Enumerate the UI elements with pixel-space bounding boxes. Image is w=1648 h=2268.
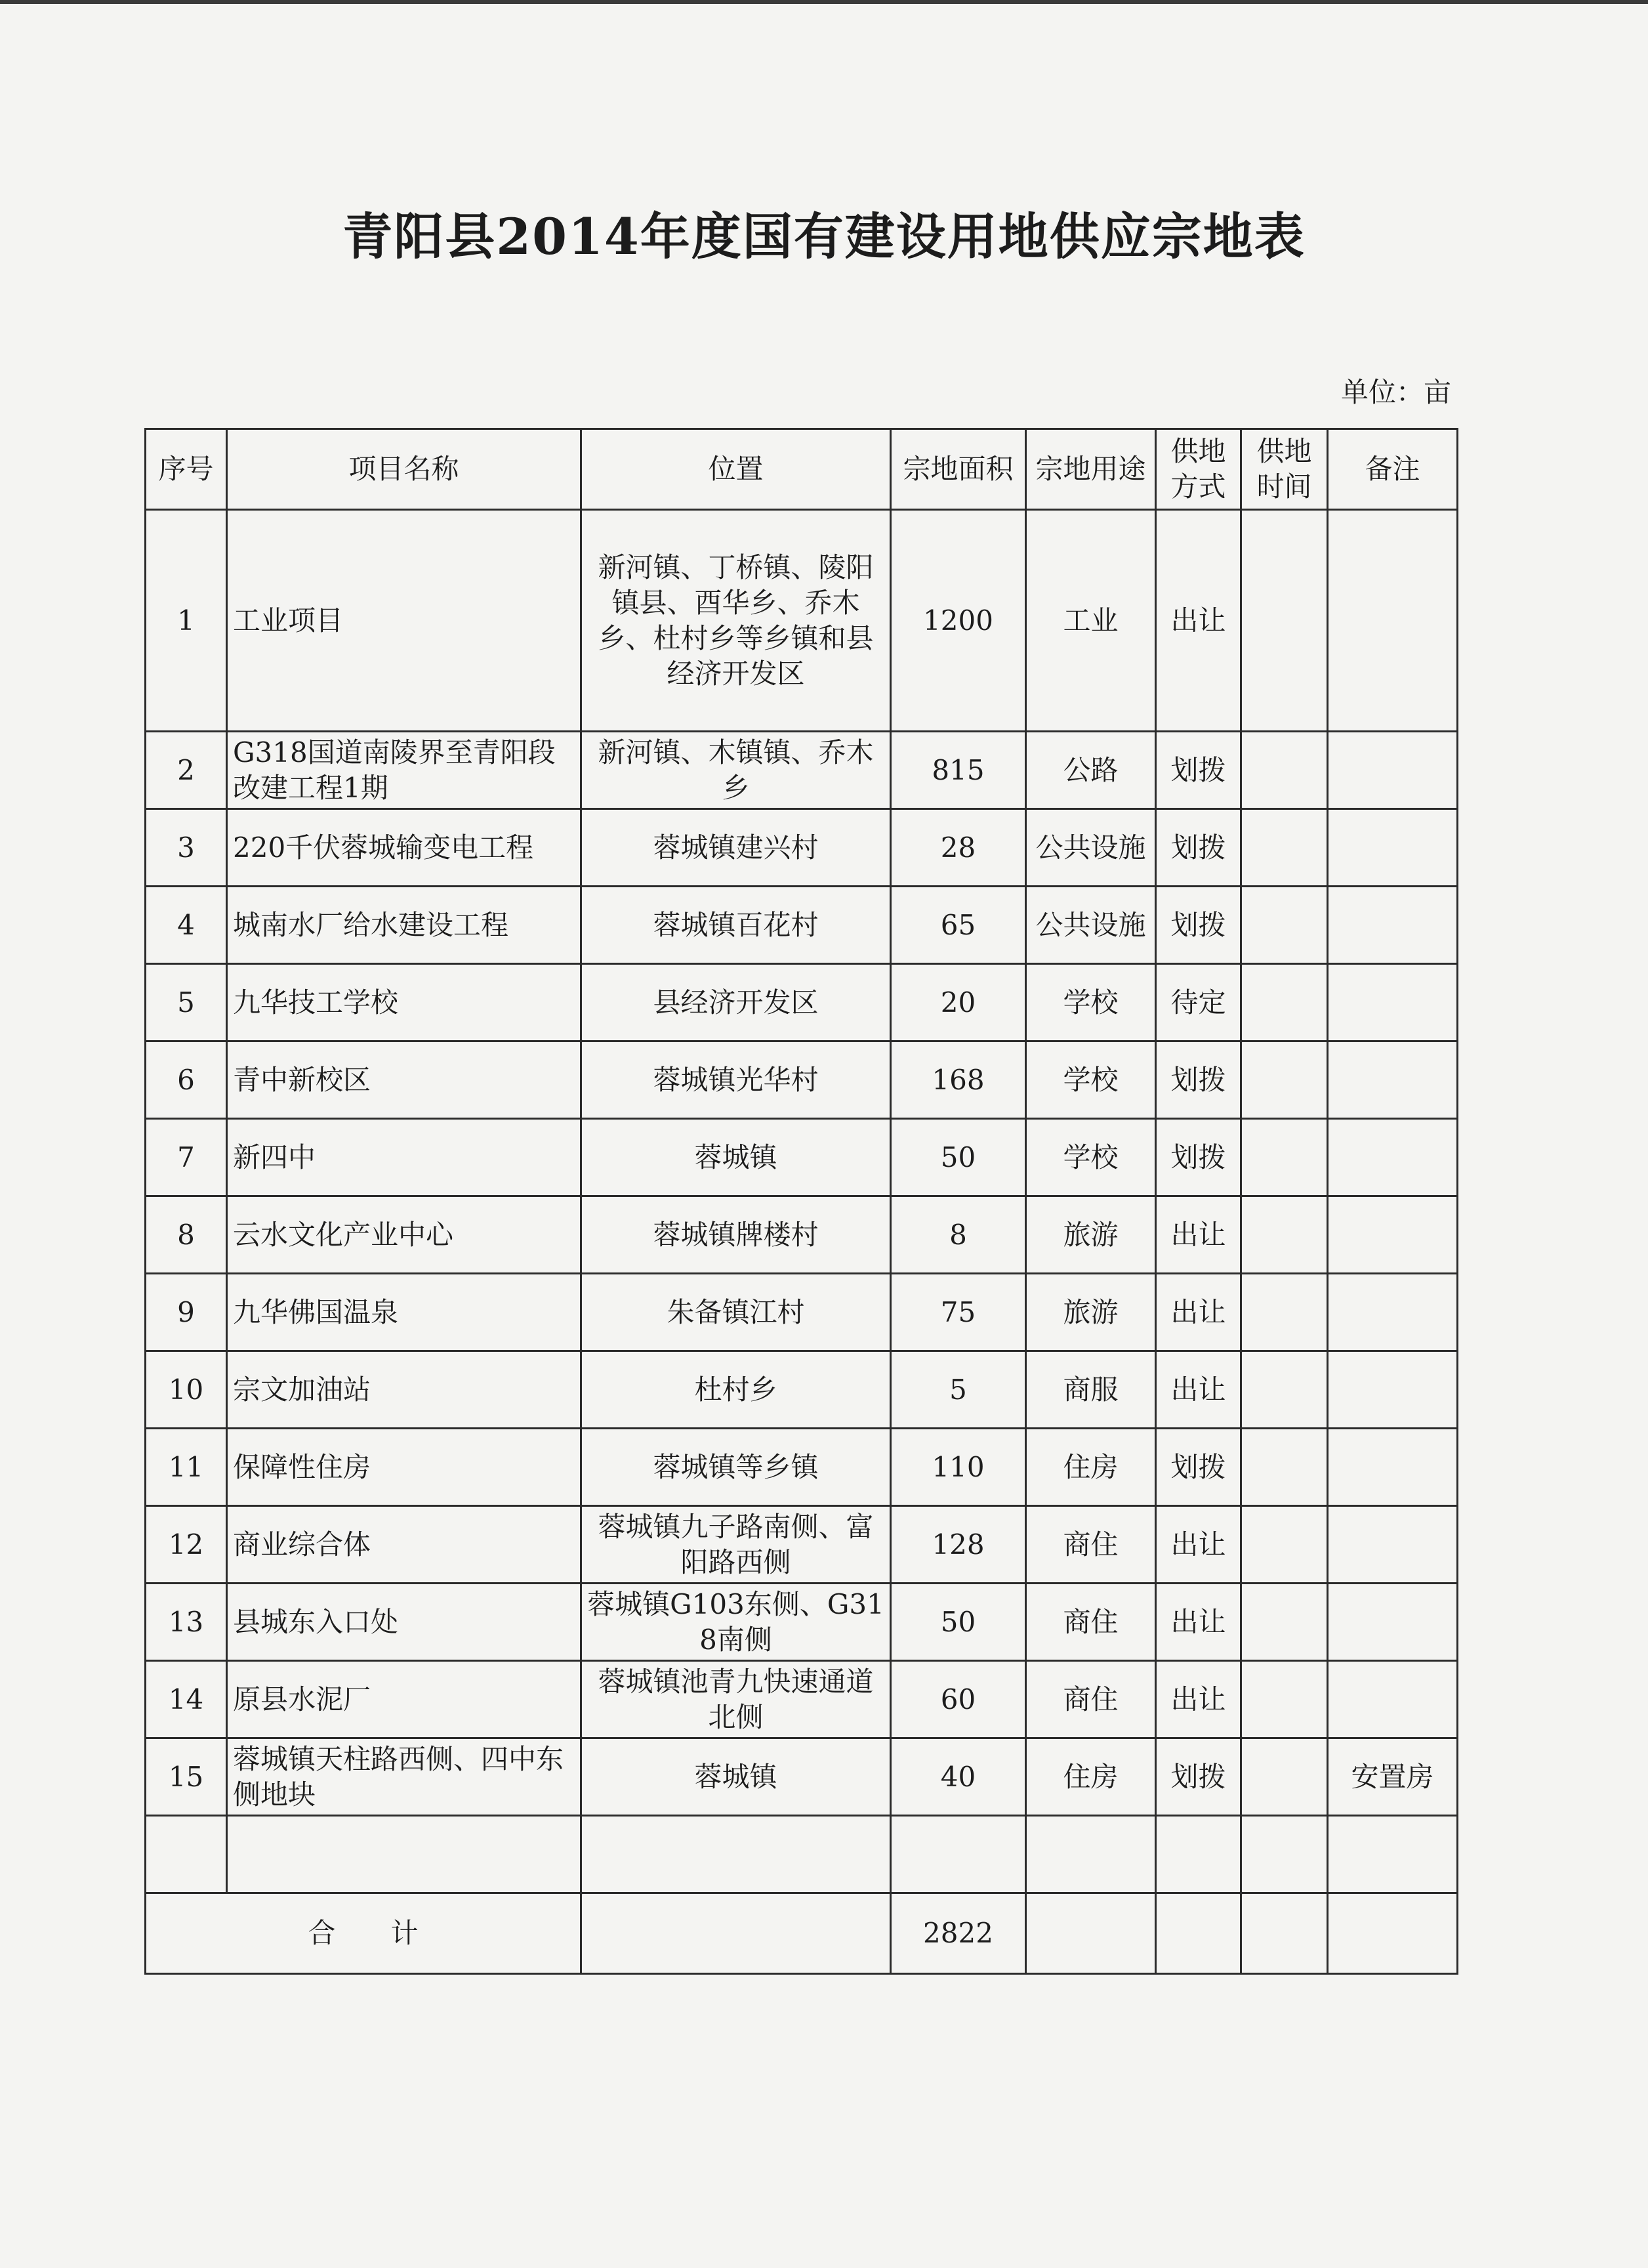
- cell-location: 蓉城镇: [581, 1119, 891, 1196]
- cell-area: 110: [891, 1429, 1026, 1506]
- table-total-row: [146, 1893, 1458, 1974]
- cell-time: [1241, 964, 1328, 1041]
- table-row: [146, 732, 1458, 809]
- cell-use: 旅游: [1026, 1196, 1156, 1274]
- cell-note: [1328, 1119, 1458, 1196]
- table-row: [146, 964, 1458, 1041]
- cell-location: 朱备镇江村: [581, 1274, 891, 1351]
- cell-note: [1328, 809, 1458, 887]
- table-row: [146, 1196, 1458, 1274]
- cell-name: 商业综合体: [227, 1506, 581, 1584]
- cell-time: [1241, 732, 1328, 809]
- cell-area: 28: [891, 809, 1026, 887]
- cell-empty: [227, 1816, 581, 1893]
- cell-empty: [1026, 1816, 1156, 1893]
- table-row: [146, 1506, 1458, 1584]
- cell-empty: [1241, 1816, 1328, 1893]
- cell-area: 168: [891, 1041, 1026, 1119]
- cell-use: 旅游: [1026, 1274, 1156, 1351]
- cell-area: 8: [891, 1196, 1026, 1274]
- cell-time: [1241, 1661, 1328, 1738]
- cell-no: 5: [146, 964, 227, 1041]
- cell-use: 商住: [1026, 1506, 1156, 1584]
- table-row: [146, 809, 1458, 887]
- table-row: [146, 1738, 1458, 1816]
- cell-time: [1241, 809, 1328, 887]
- cell-no: 6: [146, 1041, 227, 1119]
- cell-location: 蓉城镇牌楼村: [581, 1196, 891, 1274]
- cell-time: [1241, 1506, 1328, 1584]
- cell-time: [1241, 1738, 1328, 1816]
- cell-empty: [1156, 1893, 1241, 1974]
- cell-method: 划拨: [1156, 1119, 1241, 1196]
- cell-note: [1328, 1429, 1458, 1506]
- cell-note: [1328, 1584, 1458, 1661]
- cell-location: 县经济开发区: [581, 964, 891, 1041]
- cell-location: 蓉城镇九子路南侧、富阳路西侧: [581, 1506, 891, 1584]
- table-row: [146, 1429, 1458, 1506]
- cell-name: 原县水泥厂: [227, 1661, 581, 1738]
- cell-method: 划拨: [1156, 887, 1241, 964]
- cell-no: 12: [146, 1506, 227, 1584]
- cell-note: [1328, 1274, 1458, 1351]
- cell-area: 1200: [891, 510, 1026, 732]
- header-time: 供地时间: [1241, 429, 1328, 510]
- cell-empty: [1026, 1893, 1156, 1974]
- cell-note: [1328, 732, 1458, 809]
- cell-location: 蓉城镇池青九快速通道北侧: [581, 1661, 891, 1738]
- cell-name: 县城东入口处: [227, 1584, 581, 1661]
- table-row: [146, 1351, 1458, 1429]
- cell-location: 新河镇、丁桥镇、陵阳镇县、酉华乡、乔木乡、杜村乡等乡镇和县经济开发区: [581, 510, 891, 732]
- cell-note: [1328, 510, 1458, 732]
- cell-time: [1241, 1196, 1328, 1274]
- cell-note: 安置房: [1328, 1738, 1458, 1816]
- cell-note: [1328, 1351, 1458, 1429]
- cell-name: 城南水厂给水建设工程: [227, 887, 581, 964]
- cell-name: 青中新校区: [227, 1041, 581, 1119]
- cell-name: 220千伏蓉城输变电工程: [227, 809, 581, 887]
- cell-note: [1328, 1196, 1458, 1274]
- cell-empty: [581, 1816, 891, 1893]
- cell-location: 蓉城镇: [581, 1738, 891, 1816]
- cell-time: [1241, 1274, 1328, 1351]
- cell-area: 75: [891, 1274, 1026, 1351]
- cell-name: 九华技工学校: [227, 964, 581, 1041]
- cell-name: 工业项目: [227, 510, 581, 732]
- cell-area: 5: [891, 1351, 1026, 1429]
- cell-area: 65: [891, 887, 1026, 964]
- cell-method: 出让: [1156, 1274, 1241, 1351]
- cell-method: 出让: [1156, 1506, 1241, 1584]
- cell-location: 杜村乡: [581, 1351, 891, 1429]
- cell-method: 划拨: [1156, 809, 1241, 887]
- header-location: 位置: [581, 429, 891, 510]
- cell-use: 商住: [1026, 1661, 1156, 1738]
- cell-location: 蓉城镇等乡镇: [581, 1429, 891, 1506]
- cell-location: 蓉城镇光华村: [581, 1041, 891, 1119]
- cell-empty: [891, 1816, 1026, 1893]
- table-row: [146, 510, 1458, 732]
- cell-use: 公共设施: [1026, 809, 1156, 887]
- cell-no: 8: [146, 1196, 227, 1274]
- cell-use: 公路: [1026, 732, 1156, 809]
- cell-note: [1328, 1661, 1458, 1738]
- cell-no: 15: [146, 1738, 227, 1816]
- cell-empty: [1328, 1893, 1458, 1974]
- cell-area: 50: [891, 1584, 1026, 1661]
- cell-method: 出让: [1156, 1196, 1241, 1274]
- cell-name: 新四中: [227, 1119, 581, 1196]
- cell-no: 13: [146, 1584, 227, 1661]
- header-no: 序号: [146, 429, 227, 510]
- cell-time: [1241, 1584, 1328, 1661]
- cell-note: [1328, 887, 1458, 964]
- cell-use: 学校: [1026, 964, 1156, 1041]
- cell-no: 1: [146, 510, 227, 732]
- cell-method: 出让: [1156, 1661, 1241, 1738]
- unit-label: 单位：亩: [1340, 376, 1451, 408]
- cell-empty: [581, 1893, 891, 1974]
- header-name: 项目名称: [227, 429, 581, 510]
- cell-location: 新河镇、木镇镇、乔木乡: [581, 732, 891, 809]
- cell-time: [1241, 1351, 1328, 1429]
- header-use: 宗地用途: [1026, 429, 1156, 510]
- cell-use: 住房: [1026, 1429, 1156, 1506]
- cell-use: 商服: [1026, 1351, 1156, 1429]
- table-row: [146, 1584, 1458, 1661]
- cell-note: [1328, 964, 1458, 1041]
- cell-time: [1241, 510, 1328, 732]
- header-area: 宗地面积: [891, 429, 1026, 510]
- table-row: [146, 887, 1458, 964]
- cell-name: 九华佛国温泉: [227, 1274, 581, 1351]
- table-row: [146, 1661, 1458, 1738]
- cell-use: 学校: [1026, 1119, 1156, 1196]
- cell-empty: [1241, 1893, 1328, 1974]
- cell-method: 划拨: [1156, 1738, 1241, 1816]
- cell-use: 住房: [1026, 1738, 1156, 1816]
- cell-no: 7: [146, 1119, 227, 1196]
- cell-location: 蓉城镇百花村: [581, 887, 891, 964]
- cell-use: 工业: [1026, 510, 1156, 732]
- cell-method: 待定: [1156, 964, 1241, 1041]
- scan-edge: [0, 0, 1648, 4]
- cell-note: [1328, 1506, 1458, 1584]
- table-row-empty: [146, 1816, 1458, 1893]
- cell-time: [1241, 1119, 1328, 1196]
- table-row: [146, 1274, 1458, 1351]
- cell-location: 蓉城镇建兴村: [581, 809, 891, 887]
- cell-area: 40: [891, 1738, 1026, 1816]
- cell-use: 学校: [1026, 1041, 1156, 1119]
- cell-method: 划拨: [1156, 1041, 1241, 1119]
- cell-no: 4: [146, 887, 227, 964]
- cell-time: [1241, 1429, 1328, 1506]
- cell-name: G318国道南陵界至青阳段改建工程1期: [227, 732, 581, 809]
- document-title: 青阳县2014年度国有建设用地供应宗地表: [342, 207, 1306, 266]
- total-label: 合 计: [146, 1893, 581, 1974]
- table-row: [146, 1041, 1458, 1119]
- cell-empty: [1328, 1816, 1458, 1893]
- cell-area: 60: [891, 1661, 1026, 1738]
- cell-area: 815: [891, 732, 1026, 809]
- total-area: 2822: [891, 1893, 1026, 1974]
- cell-area: 128: [891, 1506, 1026, 1584]
- cell-time: [1241, 1041, 1328, 1119]
- cell-name: 云水文化产业中心: [227, 1196, 581, 1274]
- cell-time: [1241, 887, 1328, 964]
- cell-no: 10: [146, 1351, 227, 1429]
- cell-use: 公共设施: [1026, 887, 1156, 964]
- land-supply-table: [144, 428, 1458, 1975]
- cell-no: 9: [146, 1274, 227, 1351]
- cell-use: 商住: [1026, 1584, 1156, 1661]
- cell-method: 划拨: [1156, 1429, 1241, 1506]
- cell-no: 3: [146, 809, 227, 887]
- cell-method: 出让: [1156, 510, 1241, 732]
- cell-empty: [146, 1816, 227, 1893]
- cell-location: 蓉城镇G103东侧、G318南侧: [581, 1584, 891, 1661]
- cell-method: 出让: [1156, 1584, 1241, 1661]
- cell-no: 14: [146, 1661, 227, 1738]
- header-method: 供地方式: [1156, 429, 1241, 510]
- cell-no: 2: [146, 732, 227, 809]
- table-row: [146, 1119, 1458, 1196]
- cell-name: 宗文加油站: [227, 1351, 581, 1429]
- table-header-row: [146, 429, 1458, 510]
- cell-area: 20: [891, 964, 1026, 1041]
- cell-area: 50: [891, 1119, 1026, 1196]
- cell-method: 划拨: [1156, 732, 1241, 809]
- cell-name: 蓉城镇天柱路西侧、四中东侧地块: [227, 1738, 581, 1816]
- cell-note: [1328, 1041, 1458, 1119]
- cell-empty: [1156, 1816, 1241, 1893]
- cell-name: 保障性住房: [227, 1429, 581, 1506]
- header-note: 备注: [1328, 429, 1458, 510]
- cell-no: 11: [146, 1429, 227, 1506]
- cell-method: 出让: [1156, 1351, 1241, 1429]
